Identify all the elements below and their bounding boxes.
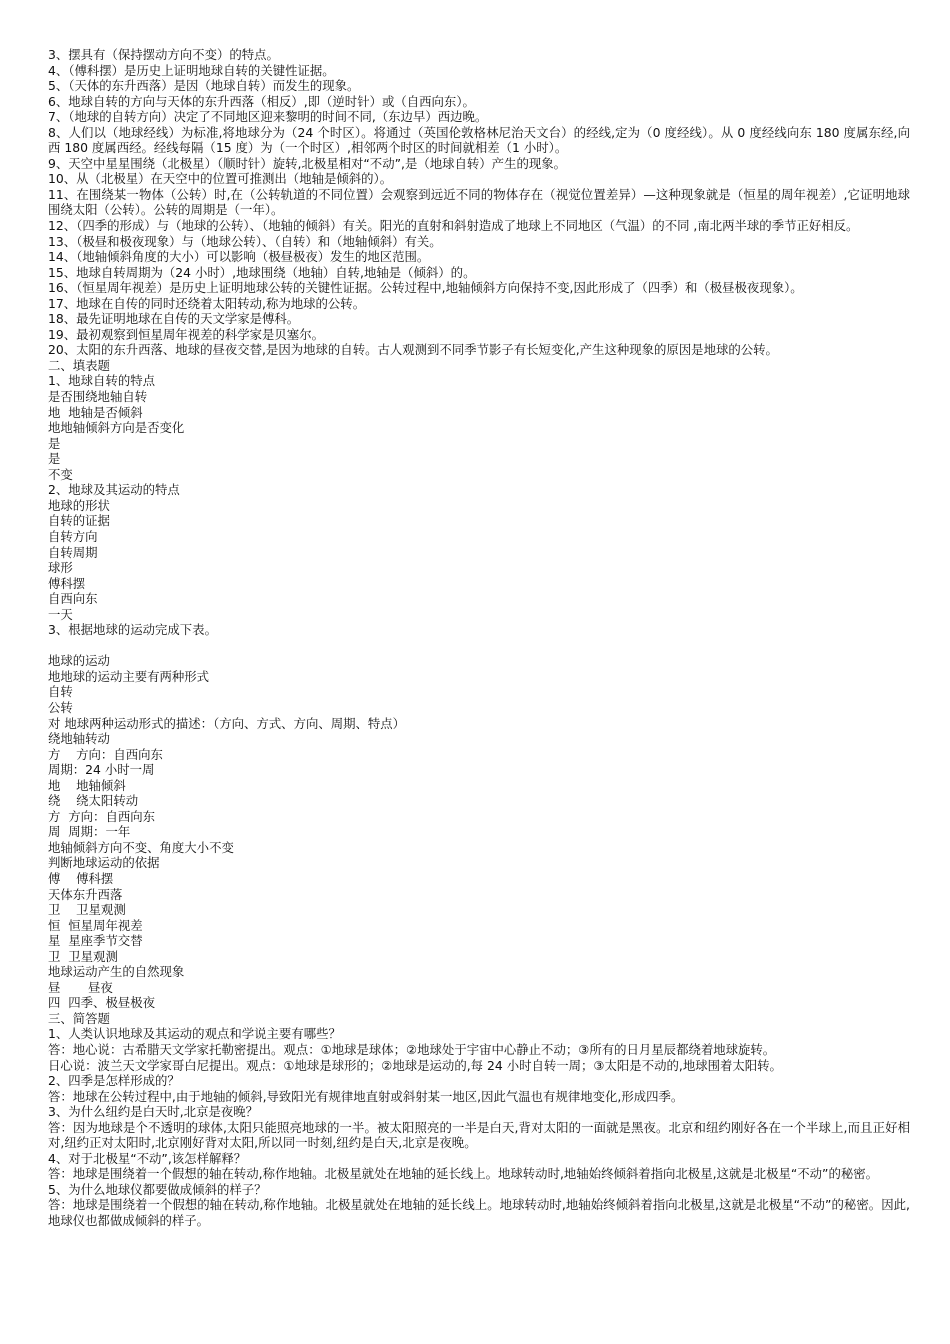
text-line: 球形	[48, 560, 73, 576]
text-line: 9、天空中星星围绕（北极星）（顺时针）旋转,北极星相对“不动”,是（地球自转）产生的现象。	[48, 155, 567, 171]
text-line: 自转	[48, 684, 73, 700]
text-line: 2、地球及其运动的特点	[48, 482, 180, 498]
text-line: 地球的形状	[48, 497, 110, 513]
text-line: 卫 卫星观测	[48, 948, 118, 964]
text-line: 5、为什么地球仪都要做成倾斜的样子？	[48, 1181, 267, 1197]
text-line: 傅科摆	[48, 575, 86, 591]
text-line: 地球的运动	[48, 653, 110, 669]
text-line: 自转的证据	[48, 513, 110, 529]
text-line: 2、四季是怎样形成的？	[48, 1073, 180, 1089]
text-line: 四 四季、极昼极夜	[48, 995, 156, 1011]
text-line: 10、从（北极星）在天空中的位置可推测出（地轴是倾斜的）。	[48, 171, 393, 187]
text-line: 16、（恒星周年视差）是历史上证明地球公转的关键性证据。公转过程中,地轴倾斜方向保持不变,因此形成了（四季）和（极昼极夜现象）。	[48, 280, 803, 296]
text-line: 绕地轴转动	[48, 731, 110, 747]
text-line: 方 方向：自西向东	[48, 808, 156, 824]
text-line: 答：地球是围绕着一个假想的轴在转动,称作地轴。北极星就处在地轴的延长线上。地球转动时,地轴始终倾斜着指向北极星,这就是北极星“不动”的秘密。因此,地球仪也都做成倾斜的样子。	[48, 1197, 910, 1229]
text-line: 12、（四季的形成）与（地球的公转）、（地轴的倾斜）有关。阳光的直射和斜射造成了地球上不同地区（气温）的不同 ,南北两半球的季节正好相反。	[48, 218, 859, 234]
text-line: 判断地球运动的依据	[48, 855, 160, 871]
text-line: 6、地球自转的方向与天体的东升西落（相反）,即（逆时针）或（自西向东）。	[48, 93, 475, 109]
text-line: 方 方向：自西向东	[48, 746, 163, 762]
text-line: 是	[48, 451, 61, 467]
text-line: 昼 昼夜	[48, 979, 113, 995]
text-line: 11、在围绕某一物体（公转）时,在（公转轨道的不同位置）会观察到远近不同的物体存在（视觉位置差异）—这种现象就是（恒星的周年视差）,它证明地球围绕太阳（公转）。公转的周期是（一年）。	[48, 186, 910, 218]
text-line: 答：地球是围绕着一个假想的轴在转动,称作地轴。北极星就处在地轴的延长线上。地球转动时,地轴始终倾斜着指向北极星,这就是北极星“不动”的秘密。	[48, 1166, 879, 1182]
text-line: 3、为什么纽约是白天时,北京是夜晚？	[48, 1104, 259, 1120]
text-line: 是	[48, 435, 61, 451]
text-line: 3、摆具有（保持摆动方向不变）的特点。	[48, 47, 279, 62]
text-line: 对 地球两种运动形式的描述：（方向、方式、方向、周期、特点）	[48, 715, 406, 731]
text-line: 5、（天体的东升西落）是因（地球自转）而发生的现象。	[48, 78, 360, 94]
text-line: 14、（地轴倾斜角度的大小）可以影响（极昼极夜）发生的地区范围。	[48, 249, 430, 265]
text-line: 地 地轴倾斜	[48, 777, 126, 793]
text-line: 自转方向	[48, 528, 98, 544]
text-line: 星 星座季节交替	[48, 933, 143, 949]
text-line: 恒 恒星周年视差	[48, 917, 143, 933]
text-line: 8、人们以（地球经线）为标准,将地球分为（24 个时区）。将通过（英国伦敦格林尼治天文台）的经线,定为（0 度经线）。从 0 度经线向东 180 度属东经,向西 180 度属西经。经线每隔（15 度）为（一个时区）,相邻两个时区的时间就相差（1 小时）。	[48, 124, 910, 156]
blank-line	[48, 638, 910, 654]
text-line: 傅 傅科摆	[48, 870, 114, 886]
text-line: 7、（地球的自转方向）决定了不同地区迎来黎明的时间不同,（东边早）西边晚。	[48, 109, 488, 125]
text-line: 地地球的运动主要有两种形式	[48, 668, 210, 684]
text-line: 周 周期：一年	[48, 824, 131, 840]
text-line: 是否围绕地轴自转	[48, 389, 148, 405]
text-line: 一天	[48, 606, 73, 622]
text-line: 卫 卫星观测	[48, 902, 126, 918]
text-line: 周期：24 小时一周	[48, 762, 155, 778]
text-line: 19、最初观察到恒星周年视差的科学家是贝塞尔。	[48, 326, 324, 342]
text-line: 17、地球在自传的同时还绕着太阳转动,称为地球的公转。	[48, 295, 366, 311]
text-line: 不变	[48, 466, 73, 482]
text-line: 地球运动产生的自然现象	[48, 964, 185, 980]
text-line: 13、（极昼和极夜现象）与（地球公转）、（自转）和（地轴倾斜）有关。	[48, 233, 442, 249]
text-line: 15、地球自转周期为（24 小时）,地球围绕（地轴）自转,地轴是（倾斜）的。	[48, 264, 476, 280]
text-line: 自西向东	[48, 591, 98, 607]
text-line: 答：地心说：古希腊天文学家托勒密提出。观点：①地球是球体；②地球处于宇宙中心静止不动；③所有的日月星辰都绕着地球旋转。	[48, 1042, 776, 1057]
text-line: 地地轴倾斜方向是否变化	[48, 420, 185, 436]
text-line: 自转周期	[48, 544, 98, 560]
text-line: 答：地球在公转过程中,由于地轴的倾斜,导致阳光有规律地直射或斜射某一地区,因此气温也有规律地变化,形成四季。	[48, 1088, 684, 1104]
text-line: 二、填表题	[48, 357, 110, 373]
text-line: 公转	[48, 699, 73, 715]
text-line: 三、简答题	[48, 1010, 110, 1026]
text-line: 3、根据地球的运动完成下表。	[48, 622, 217, 638]
text-line: 地 地轴是否倾斜	[48, 404, 143, 420]
text-line: 绕 绕太阳转动	[48, 793, 139, 809]
text-line: 日心说：波兰天文学家哥白尼提出。观点：①地球是球形的；②地球是运动的,每 24 小时自转一周；③太阳是不动的,地球围着太阳转。	[48, 1057, 782, 1073]
text-line: 天体东升西落	[48, 886, 123, 902]
text-line: 18、最先证明地球在自传的天文学家是傅科。	[48, 311, 300, 327]
text-line: 4、对于北极星“不动”,该怎样解释？	[48, 1150, 247, 1166]
text-line: 20、太阳的东升西落、地球的昼夜交替,是因为地球的自转。古人观测到不同季节影子有长短变化,产生这种现象的原因是地球的公转。	[48, 342, 778, 358]
text-line: 1、人类认识地球及其运动的观点和学说主要有哪些？	[48, 1026, 341, 1042]
text-line: 1、地球自转的特点	[48, 373, 156, 389]
text-line: 答：因为地球是个不透明的球体,太阳只能照亮地球的一半。被太阳照亮的一半是白天,背对太阳的一面就是黑夜。北京和纽约刚好各在一个半球上,而且正好相对,纽约正对太阳时,北京刚好背对太阳,所以同一时刻,纽约是白天,北京是夜晚。	[48, 1119, 910, 1151]
document-page	[48, 47, 910, 1229]
text-line: 4、（傅科摆）是历史上证明地球自转的关键性证据。	[48, 62, 335, 78]
text-line: 地轴倾斜方向不变、角度大小不变	[48, 839, 234, 855]
